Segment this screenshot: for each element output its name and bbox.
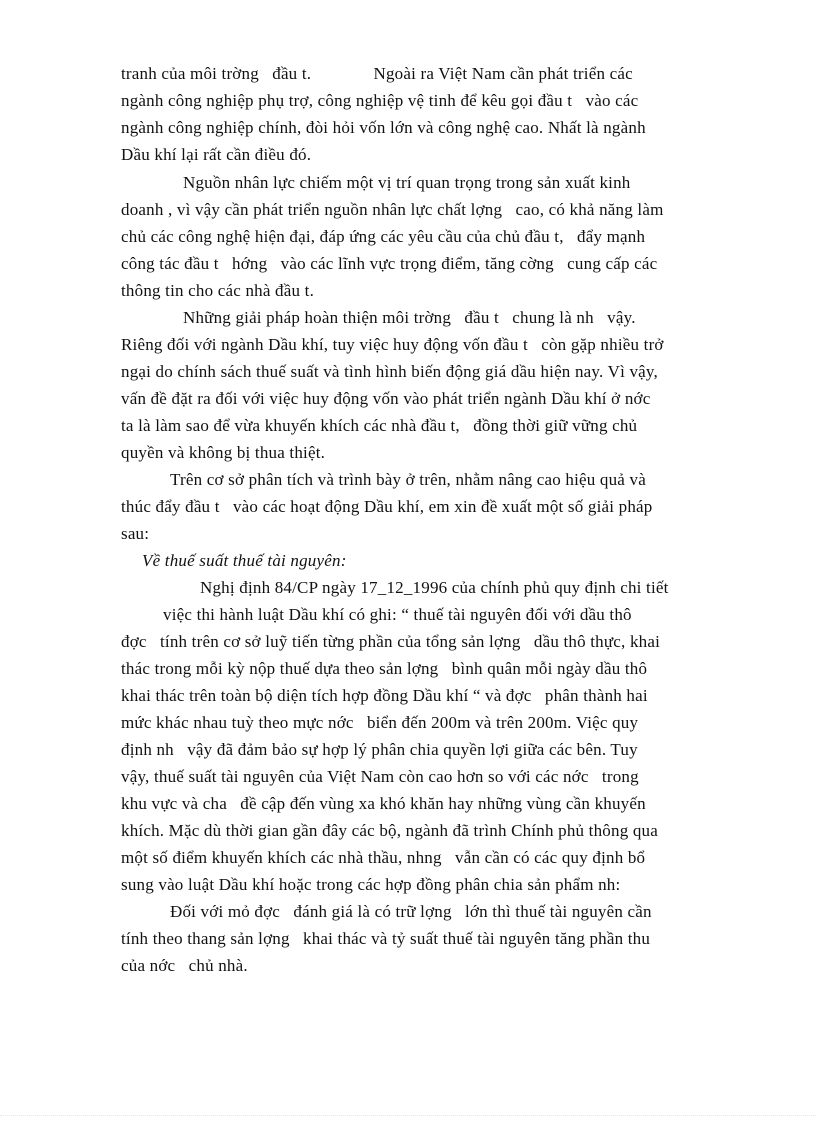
text-line: việc thi hành luật Dầu khí có ghi: “ thuế tài nguyên đối với dầu thô <box>163 605 632 624</box>
text-line: ngành công nghiệp phụ trợ, công nghiệp vệ tinh để kêu gọi đầu t vào các <box>121 91 639 110</box>
text-line: mức khác nhau tuỳ theo mực nớc biển đến 200m và trên 200m. Việc quy <box>121 713 639 732</box>
text-line: quyền và không bị thua thiệt. <box>121 443 326 462</box>
text-line: chủ các công nghệ hiện đại, đáp ứng các yêu cầu của chủ đầu t, đẩy mạnh <box>121 227 646 246</box>
text-line: định nh vậy đã đảm bảo sự hợp lý phân chia quyền lợi giữa các bên. Tuy <box>121 740 638 759</box>
text-line: khai thác trên toàn bộ diện tích hợp đồng Dầu khí “ và đợc phân thành hai <box>121 686 648 705</box>
text-line: của nớc chủ nhà. <box>121 956 248 975</box>
text-line: thác trong mỗi kỳ nộp thuế dựa theo sản lợng bình quân mỗi ngày dầu thô <box>121 659 648 678</box>
text-line: tranh của môi trờng đầu t. Ngoài ra Việt Nam cần phát triển các <box>121 64 633 83</box>
text-line: vậy, thuế suất tài nguyên của Việt Nam còn cao hơn so với các nớc trong <box>121 767 639 786</box>
text-line: tính theo thang sản lợng khai thác và tỷ suất thuế tài nguyên tăng phần thu <box>121 929 651 948</box>
text-line: sung vào luật Dầu khí hoặc trong các hợp đồng phân chia sản phẩm nh: <box>121 875 621 894</box>
text-line: thúc đẩy đầu t vào các hoạt động Dầu khí, em xin đề xuất một số giải pháp <box>121 497 653 516</box>
paragraph-first-line: Những giải pháp hoàn thiện môi trờng đầu t chung là nh vậy. <box>183 308 636 327</box>
text-line: ta là làm sao để vừa khuyến khích các nhà đầu t, đồng thời giữ vững chủ <box>121 416 638 435</box>
paragraph-first-line: Nguồn nhân lực chiếm một vị trí quan trọng trong sản xuất kinh <box>183 173 631 192</box>
section-heading: Về thuế suất thuế tài nguyên: <box>142 551 347 570</box>
text-line: đợc tính trên cơ sở luỹ tiến từng phần của tổng sản lợng dầu thô thực, khai <box>121 632 661 651</box>
text-line: khu vực và cha đề cập đến vùng xa khó khăn hay những vùng cần khuyến <box>121 794 646 813</box>
text-line: ngành công nghiệp chính, đòi hỏi vốn lớn và công nghệ cao. Nhất là ngành <box>121 118 646 137</box>
text-line: ngại do chính sách thuế suất và tình hình biến động giá dầu hiện nay. Vì vậy, <box>121 362 658 381</box>
text-line: vấn đề đặt ra đối với việc huy động vốn vào phát triển ngành Dầu khí ở nớc <box>121 389 651 408</box>
text-line: thông tin cho các nhà đầu t. <box>121 281 315 300</box>
text-line: một số điểm khuyến khích các nhà thầu, nhng vẫn cần có các quy định bổ <box>121 848 646 867</box>
paragraph-first-line: Nghị định 84/CP ngày 17_12_1996 của chính phủ quy định chi tiết <box>200 578 669 597</box>
text-line: doanh , vì vậy cần phát triển nguồn nhân lực chất lợng cao, có khả năng làm <box>121 200 664 219</box>
paragraph-first-line: Trên cơ sở phân tích và trình bày ở trên, nhằm nâng cao hiệu quả và <box>170 470 646 489</box>
paragraph-first-line: Đối với mỏ đợc đánh giá là có trữ lợng lớn thì thuế tài nguyên cần <box>170 902 652 921</box>
text-line: công tác đầu t hớng vào các lĩnh vực trọng điểm, tăng cờng cung cấp các <box>121 254 658 273</box>
text-line: khích. Mặc dù thời gian gần đây các bộ, ngành đã trình Chính phủ thông qua <box>121 821 658 840</box>
text-line: Riêng đối với ngành Dầu khí, tuy việc huy động vốn đầu t còn gặp nhiều trở <box>121 335 664 354</box>
text-line: sau: <box>121 524 150 543</box>
text-line: Dầu khí lại rất cần điều đó. <box>121 145 312 164</box>
page-bottom-divider <box>0 1115 816 1116</box>
